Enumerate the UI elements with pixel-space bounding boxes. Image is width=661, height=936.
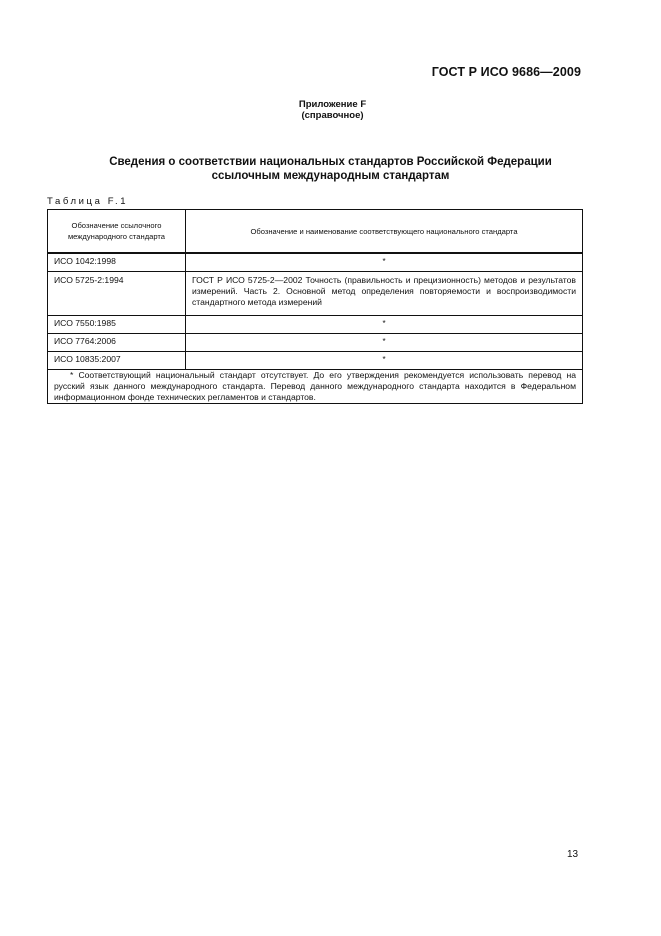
page-title bbox=[0, 155, 661, 183]
column-header-national: Обозначение и наименование соответствующего национального стандарта bbox=[186, 210, 583, 254]
column-header-reference bbox=[48, 210, 186, 254]
national-standard-cell: * bbox=[186, 316, 583, 334]
title-line-2: ссылочным международным стандартам bbox=[211, 170, 450, 182]
title-line-1: Сведения о соответствии национальных стандартов Российской Федерации bbox=[109, 156, 552, 168]
table-row bbox=[48, 316, 583, 334]
footnote-text: * Соответствующий национальный стандарт отсутствует. До его утверждения рекомендуется использовать перевод на русский язык данного международного стандарта. Перевод данного международного стандарта находится в Федеральном информационном фонде технических регламентов и стандартов. bbox=[54, 370, 576, 402]
reference-standard-cell: ИСО 1042:1998 bbox=[48, 253, 186, 272]
table-caption: Таблица F.1 bbox=[47, 196, 129, 207]
column-header-reference-line-1: Обозначение ссылочного bbox=[71, 221, 162, 230]
column-header-reference-line-2: международного стандарта bbox=[67, 232, 166, 241]
table-row bbox=[48, 253, 583, 272]
reference-standard-cell: ИСО 5725-2:1994 bbox=[48, 272, 186, 316]
national-standard-cell: ГОСТ Р ИСО 5725-2—2002 Точность (правильность и прецизионность) методов и результатов измерений. Часть 2. Основной метод определения повторяемости и воспроизводимости стандартного метода измерений bbox=[186, 272, 583, 316]
reference-standard-cell: ИСО 7550:1985 bbox=[48, 316, 186, 334]
national-standard-cell: * bbox=[186, 334, 583, 352]
national-standard-cell: * bbox=[186, 352, 583, 370]
table-row bbox=[48, 334, 583, 352]
table-row bbox=[48, 352, 583, 370]
page-number: 13 bbox=[567, 849, 579, 860]
appendix-label: Приложение F bbox=[298, 99, 367, 110]
appendix-heading bbox=[0, 99, 661, 121]
reference-standard-cell: ИСО 10835:2007 bbox=[48, 352, 186, 370]
correspondence-table bbox=[47, 209, 583, 404]
table-footnote-row bbox=[48, 370, 583, 404]
table-header-row bbox=[48, 210, 583, 254]
reference-standard-cell: ИСО 7764:2006 bbox=[48, 334, 186, 352]
table-footnote bbox=[48, 370, 583, 404]
appendix-type: (справочное) bbox=[301, 110, 364, 121]
national-standard-cell: * bbox=[186, 253, 583, 272]
table-row bbox=[48, 272, 583, 316]
document-code: ГОСТ Р ИСО 9686—2009 bbox=[431, 65, 581, 79]
